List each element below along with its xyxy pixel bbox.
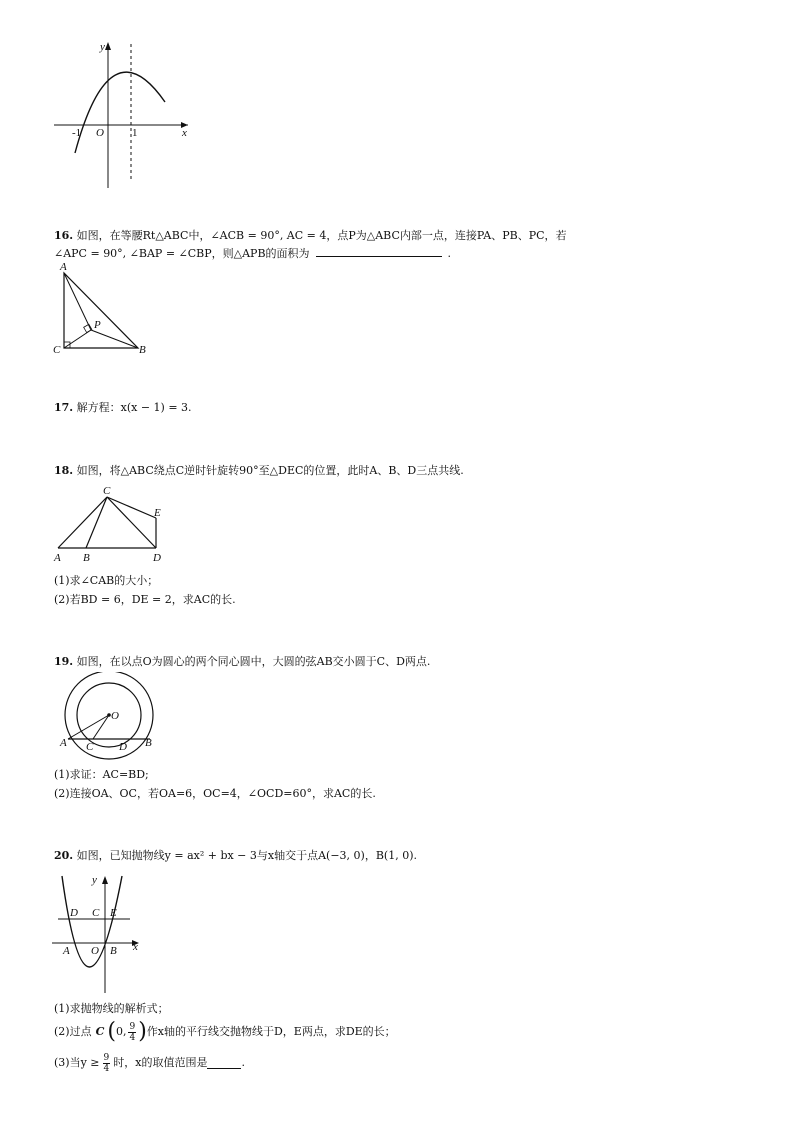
q16-figure [50,258,160,358]
q18-sub2: (2)若BD = 6，DE = 2，求AC的长. [54,593,236,606]
q20-sub3-pre: (3)当y ≥ [54,1056,100,1069]
q20-sub2-num: 9 [129,1021,136,1032]
y-axis-arrow-icon [105,42,111,50]
label-c: C [103,485,111,497]
label-a: A [54,552,61,564]
segment-pb [91,330,138,348]
label-c: C [86,741,94,753]
segment-dc [107,497,156,548]
label-b: B [139,344,146,356]
q19-text: 如图，在以点O为圆心的两个同心圆中，大圆的弦AB交小圆于C、D两点. [76,655,431,668]
q18-figure [50,484,180,569]
origin-label: O [96,127,104,139]
q20-sub2-pre: (2)过点 [54,1025,92,1038]
y-axis-arrow-icon [102,876,108,884]
q20-sub3-den: 4 [103,1063,110,1074]
label-d: D [70,907,78,919]
q16-end: . [447,247,452,260]
label-e: E [154,507,161,519]
q20-sub2-paren-open: ( [107,1019,116,1044]
q20-sub2-zero: 0, [115,1025,127,1038]
q16-text1: 如图，在等腰Rt△ABC中，∠ACB = 90°, AC = 4，点P为△ABC内部一点，连接PA、PB、PC，若 [76,229,567,242]
q20-sub2-paren-close: ) [138,1019,147,1044]
segment-oa [68,715,109,739]
label-c: C [53,344,61,356]
q19-figure [55,672,165,762]
neg-one-label: -1 [72,127,82,139]
q20-sub2-post: 作x轴的平行线交抛物线于D，E两点，求DE的长； [146,1025,396,1038]
q20-sub2-fraction [128,1022,136,1043]
label-a: A [60,737,67,749]
q18-text: 如图，将△ABC绕点C逆时针旋转90°至△DEC的位置，此时A、B、D三点共线. [76,464,464,477]
label-d: D [119,741,127,753]
q20 [54,848,417,864]
q15-graph [50,38,200,198]
label-a: A [60,261,67,273]
label-d: D [153,552,161,564]
q20-number: 20. [54,849,74,862]
q19-sub1: (1)求证：AC=BD; [54,768,149,781]
segment-bc [86,497,107,548]
one-label: 1 [132,127,138,139]
segment-ce [107,497,156,518]
q17 [54,400,192,416]
label-o: O [111,710,119,722]
q20-answer-blank[interactable] [207,1058,241,1069]
q20-sub3-num: 9 [103,1052,110,1063]
label-b: B [83,552,90,564]
label-b: B [145,737,152,749]
q18-sub1: (1)求∠CAB的大小； [54,574,159,587]
y-label: y [100,41,105,53]
q20-sub3-fraction [103,1053,111,1074]
q20-sub2-den: 4 [129,1032,136,1043]
y-label: y [92,874,97,886]
segment-ac [58,497,107,548]
parabola-curve [75,72,165,153]
q20-figure [50,868,150,998]
q19 [54,654,430,670]
segment-pa [64,273,91,330]
q19-sub2: (2)连接OA、OC，若OA=6，OC=4，∠OCD=60°，求AC的长. [54,787,376,800]
triangle-abc [64,273,138,348]
q19-number: 19. [54,655,74,668]
q20-sub3-end: . [241,1056,245,1069]
q16-line1 [54,228,567,244]
q20-sub2-point-c: C [95,1025,105,1038]
x-label: x [133,941,138,953]
q20-sub3 [54,1050,245,1076]
q18-number: 18. [54,464,74,477]
q20-sub3-post: 时，x的取值范围是 [113,1056,208,1069]
label-a: A [63,945,70,957]
q20-sub1: (1)求抛物线的解析式； [54,1002,169,1015]
q20-text: 如图，已知抛物线y = ax² + bx − 3与x轴交于点A(−3, 0)，B(1, 0). [76,849,417,862]
segment-oc [93,715,109,739]
label-c: C [92,907,100,919]
label-b: B [110,945,117,957]
q17-text: 解方程：x(x − 1) = 3. [76,401,192,414]
label-p: P [94,319,101,331]
q17-number: 17. [54,401,74,414]
q16-text2: ∠APC = 90°, ∠BAP = ∠CBP，则△APB的面积为 [54,247,310,260]
q18 [54,463,464,479]
q16-answer-blank[interactable] [316,246,442,257]
q16-number: 16. [54,229,74,242]
q20-sub2 [54,1019,396,1045]
label-o: O [91,945,99,957]
label-e: E [110,907,117,919]
x-label: x [182,127,187,139]
